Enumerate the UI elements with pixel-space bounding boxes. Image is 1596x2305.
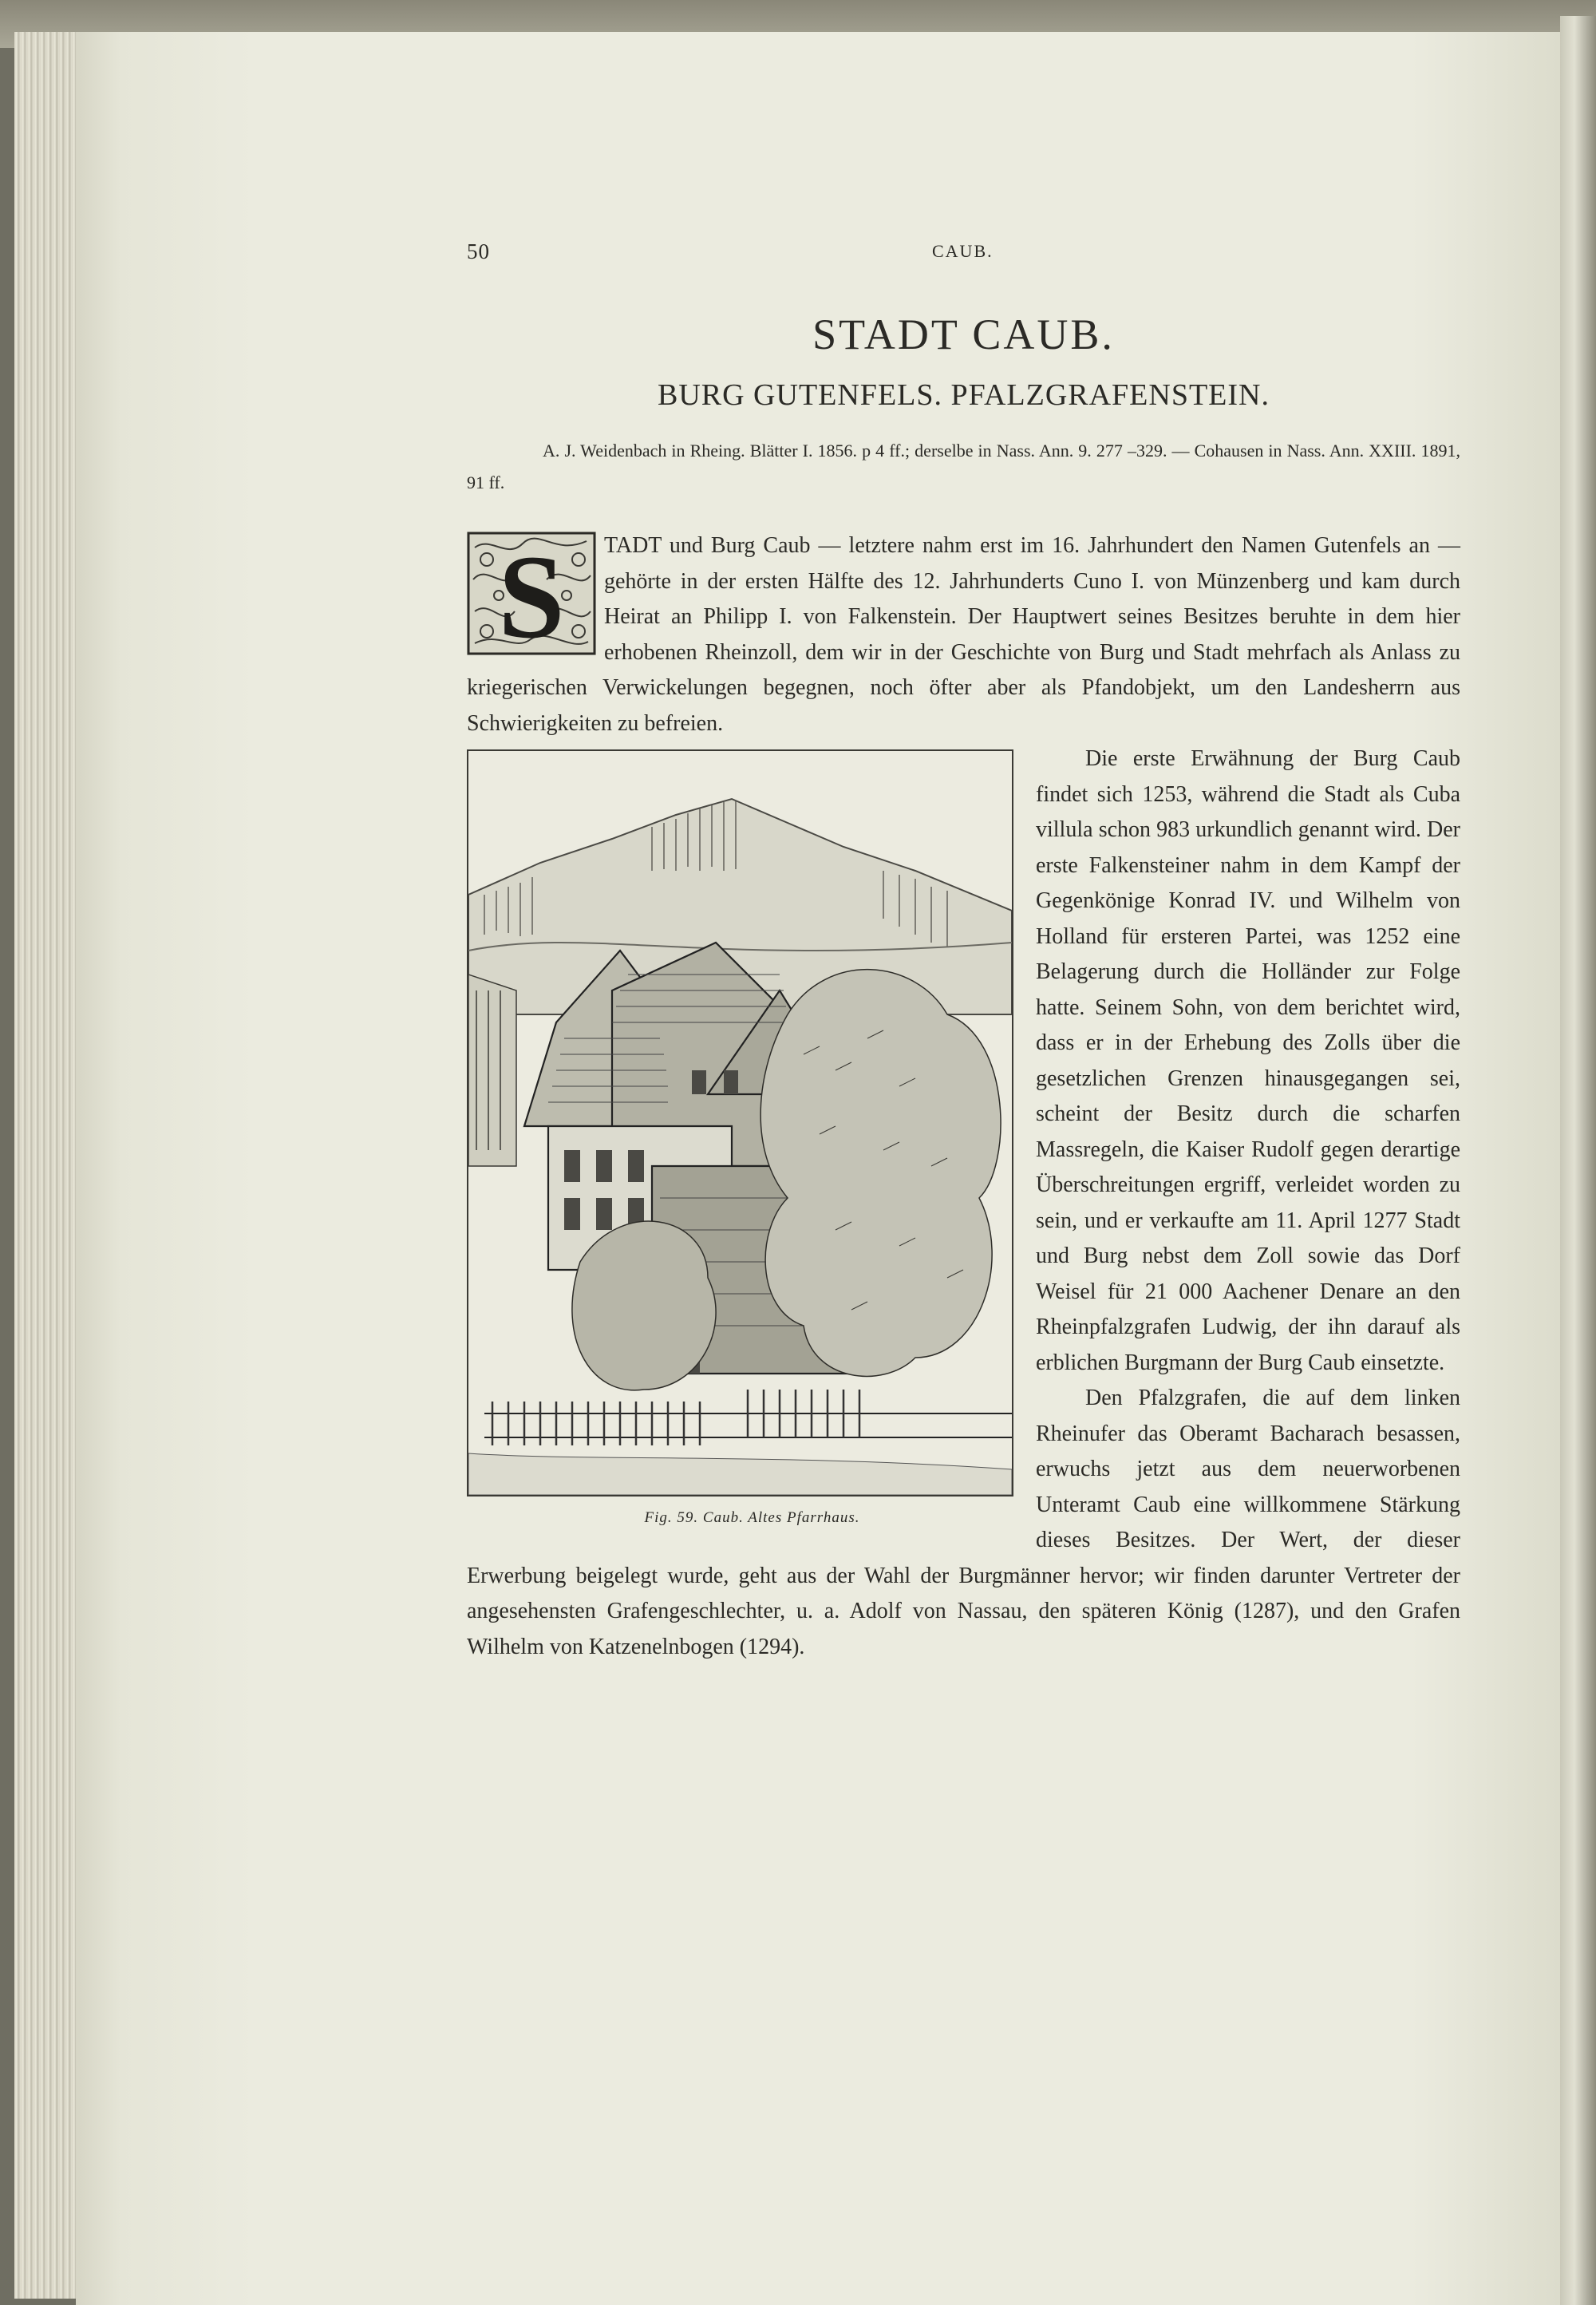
references-text: A. J. Weidenbach in Rheing. Blätter I. 1856. p 4 ff.; derselbe in Nass. Ann. 9. 277 –329. — Cohausen in Nass. Ann. XXIII. 1891, 91 ff. xyxy=(467,441,1460,492)
page-title: STADT CAUB. xyxy=(812,310,1115,358)
paragraph-3: Den Pfalzgrafen, die auf dem linken Rheinufer das Oberamt Bacharach besassen, erwuchs jetzt aus dem neuerworbenen Unteramt Caub eine willkommene Stärkung dieses Besitzes. Der Wert, der dieser Erwerbung beigelegt wurde, geht aus der Wahl der Burgmänner hervor; wir finden darunter Vertreter der angesehensten Grafengeschlechter, u. a. Adolf von Nassau, den späteren König (1287), und den Grafen Wilhelm von Katzenelnbogen (1294). xyxy=(467,1386,1460,1659)
parsonage-engraving-icon xyxy=(468,751,1012,1495)
ornamental-initial-icon xyxy=(467,532,596,655)
ornamental-initial xyxy=(467,532,596,655)
book-cover-right-edge xyxy=(1560,16,1596,2305)
article-body xyxy=(467,528,1460,1665)
paragraph-1-start xyxy=(467,528,1460,741)
page-subtitle: BURG GUTENFELS. PFALZGRAFENSTEIN. xyxy=(657,378,1270,412)
page-number: 50 xyxy=(467,239,490,263)
bibliographic-references xyxy=(467,435,1460,499)
figure-caption: Fig. 59. Caub. Altes Pfarrhaus. xyxy=(644,1509,860,1526)
figure-illustration xyxy=(467,749,1013,1496)
svg-text:S: S xyxy=(498,532,565,655)
figure-59 xyxy=(467,749,1013,1530)
paragraph-1-text: TADT und Burg Caub — letztere nahm erst im 16. Jahrhundert den Namen Gutenfels an — gehörte in der ersten Hälfte des 12. Jahrhunderts Cuno I. von Münzenberg und kam durch Heirat an Philipp I. von Falkenstein. Der Hauptwert seines Besitzes beruhte in dem hier erhobenen Rheinzoll, dem wir in der Geschichte von Burg und Stadt mehrfach als Anlass zu kriegerischen Verwickelungen begegnen, noch öfter aber als Pfandobjekt, um den Landesherrn aus Schwierigkeiten zu befreien. xyxy=(467,533,1460,736)
paragraph-2: Die erste Erwähnung der Burg Caub findet sich 1253, während die Stadt als Cuba villula schon 983 urkundlich genannt wird. Der erste Falkensteiner nahm in dem Kampf der Gegenkönige Konrad IV. und Wilhelm von Holland für ersteren Partei, was 1252 eine Belagerung durch die Holländer zur Folge hatte. Seinem Sohn, von dem berichtet wird, dass er in der Erhebung des Zolls über die gesetzlichen Grenzen hinausgegangen sei, scheint der Besitz durch die scharfen Massregeln, die Kaiser Rudolf gegen derartige Überschreitungen ergriff, verleidet worden zu sein, und er verkaufte am 11. April 1277 Stadt und Burg nebst dem Zoll sowie das Dorf Weisel für 21 000 Aachener Denare an den Rheinpfalzgrafen Ludwig, der ihn darauf als erblichen Burgmann der Burg Caub einsetzte. xyxy=(1036,746,1460,1375)
running-title: CAUB. xyxy=(932,241,994,261)
running-head xyxy=(467,239,1460,271)
